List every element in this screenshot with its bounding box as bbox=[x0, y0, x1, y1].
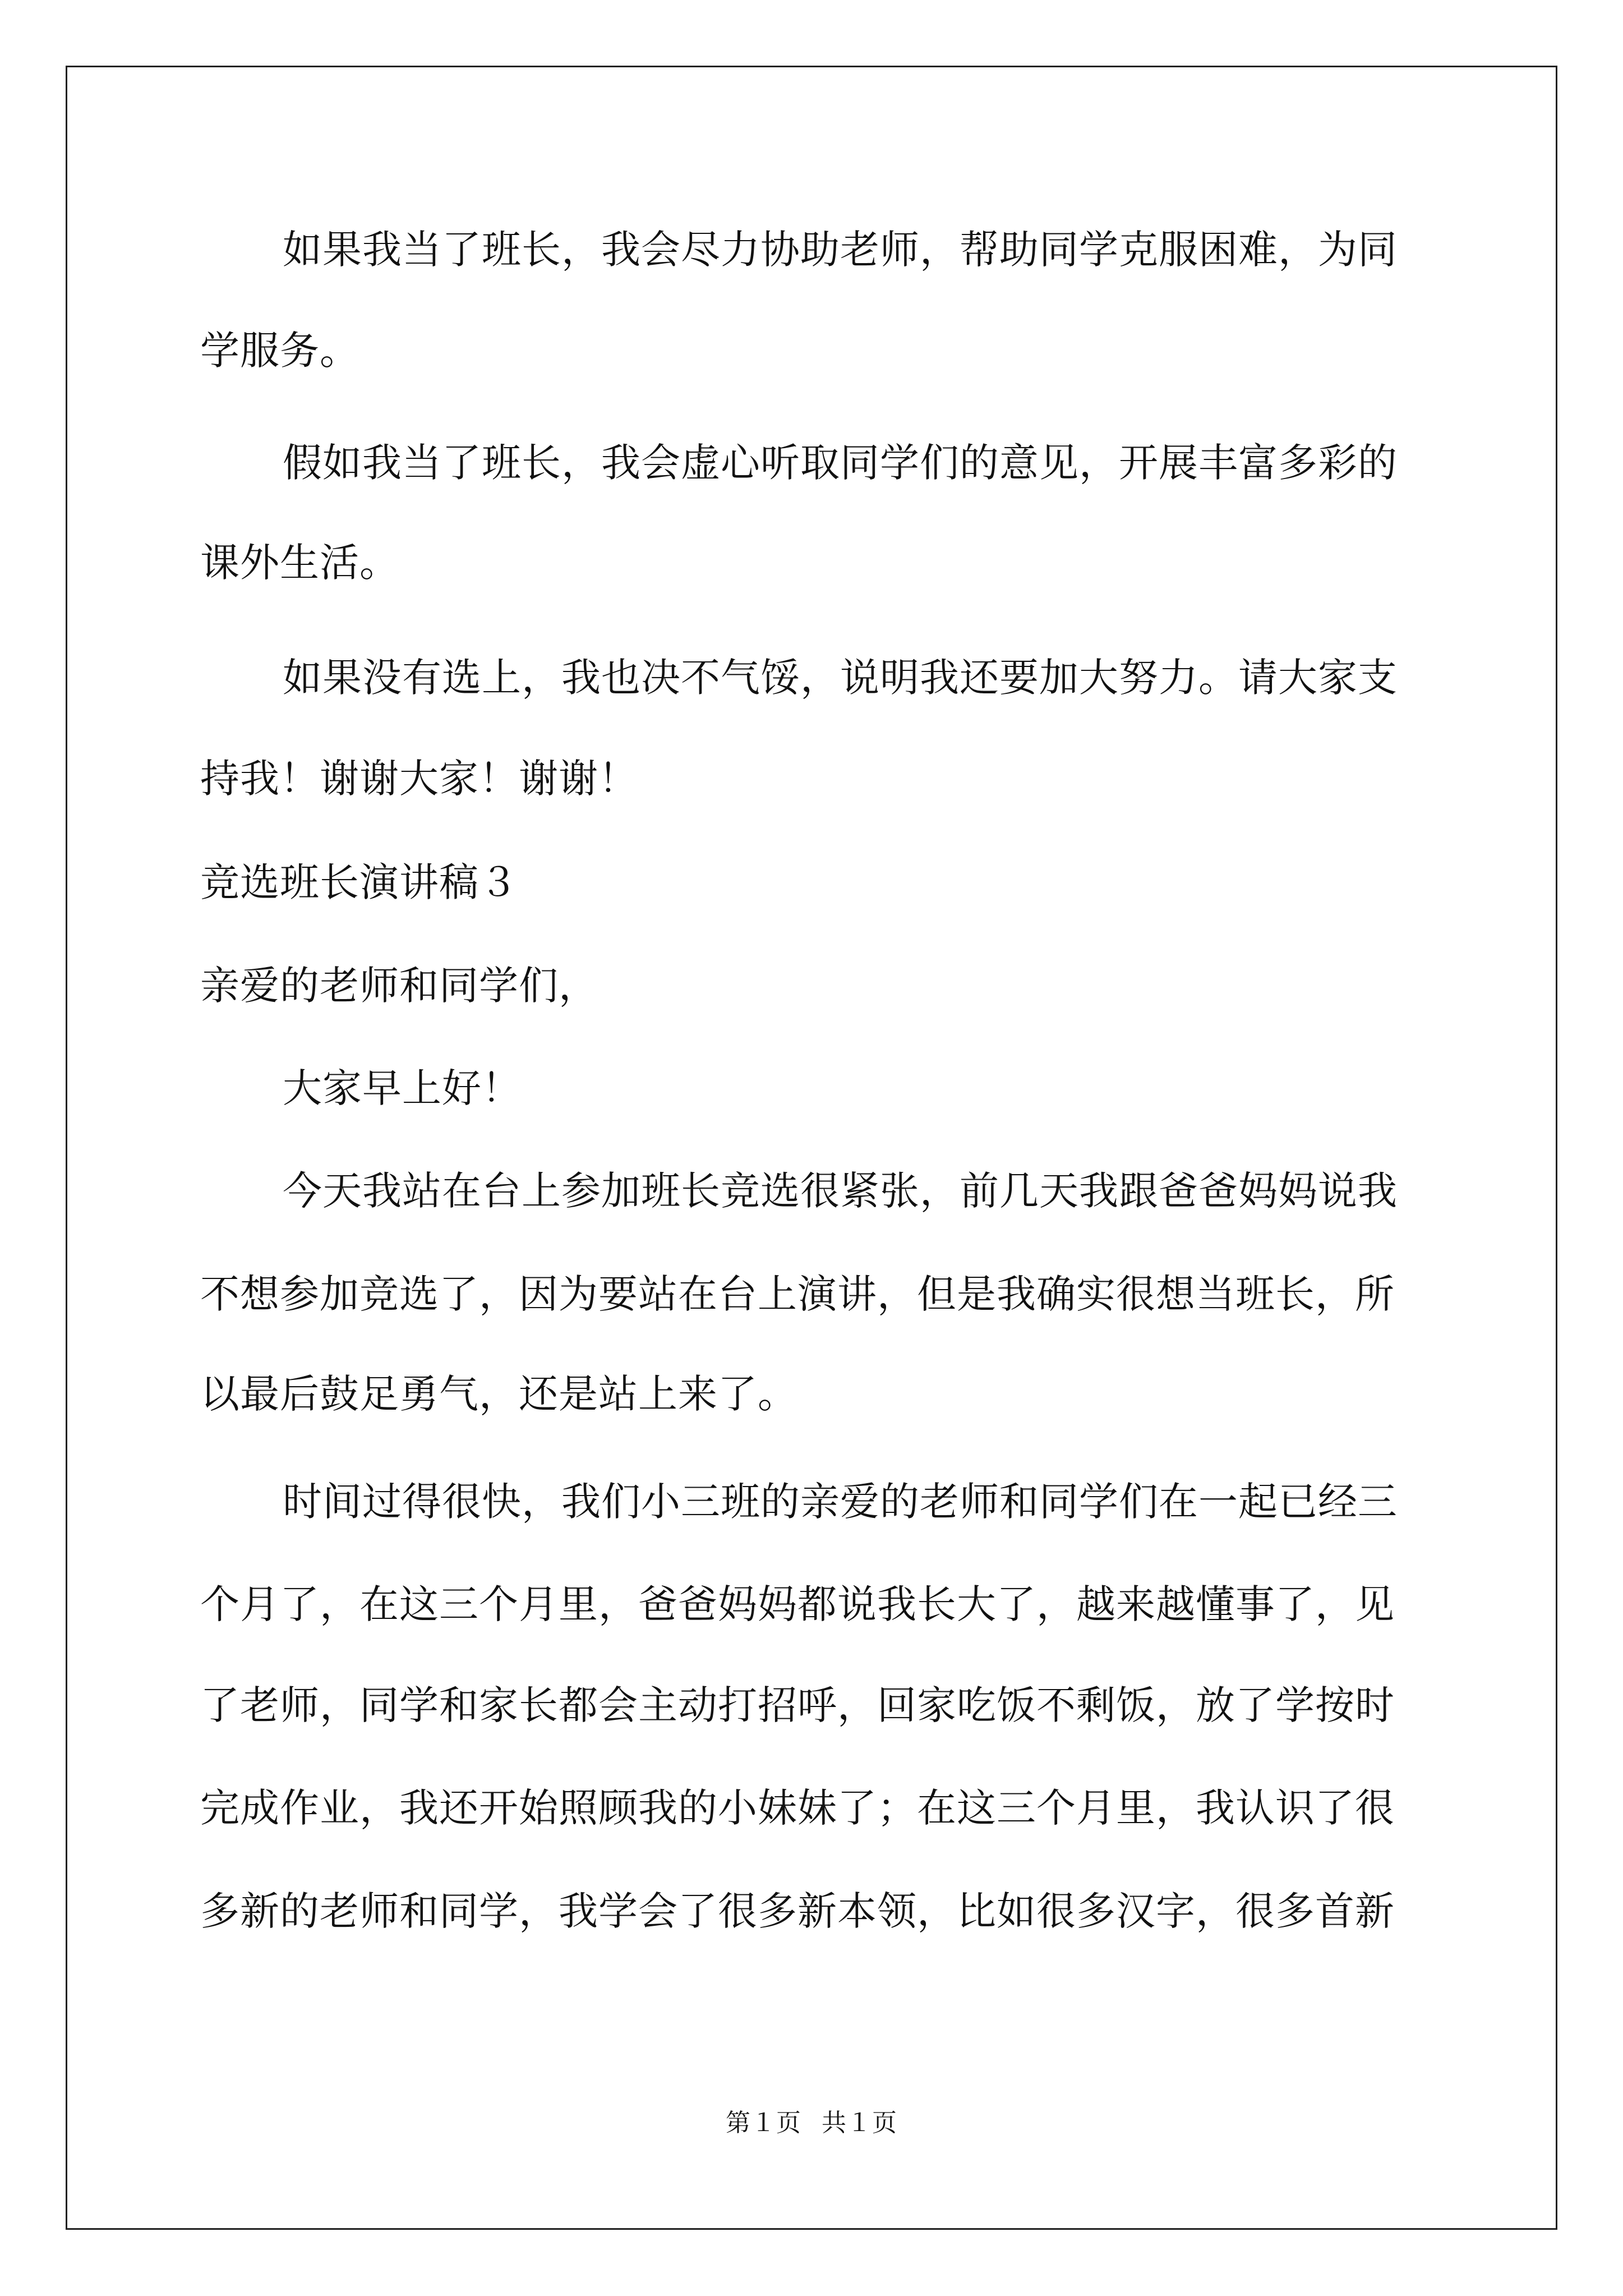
paragraph-line: 完成作业，我还开始照顾我的小妹妹了；在这三个月里，我认识了很 bbox=[200, 1785, 1395, 1831]
section-title: 竞选班长演讲稿３ bbox=[200, 859, 519, 905]
salutation-line: 亲爱的老师和同学们， bbox=[200, 963, 598, 1009]
paragraph-line: 不想参加竞选了，因为要站在台上演讲，但是我确实很想当班长，所 bbox=[200, 1271, 1395, 1317]
paragraph-line: 时间过得很快，我们小三班的亲爱的老师和同学们在一起已经三 bbox=[283, 1479, 1398, 1525]
paragraph-line: 个月了，在这三个月里，爸爸妈妈都说我长大了，越来越懂事了，见 bbox=[200, 1581, 1395, 1627]
paragraph-line: 学服务。 bbox=[200, 328, 359, 374]
paragraph-line: 如果没有选上，我也决不气馁，说明我还要加大努力。请大家支 bbox=[283, 655, 1398, 701]
page-footer bbox=[0, 2106, 1623, 2140]
paragraph-line: 今天我站在台上参加班长竞选很紧张，前几天我跟爸爸妈妈说我 bbox=[283, 1168, 1398, 1214]
paragraph-line: 了老师，同学和家长都会主动打招呼，回家吃饭不剩饭，放了学按时 bbox=[200, 1682, 1395, 1728]
paragraph-line: 如果我当了班长，我会尽力协助老师，帮助同学克服困难，为同 bbox=[283, 227, 1398, 273]
page-number-current: 第１页 bbox=[726, 2109, 801, 2137]
paragraph-line: 假如我当了班长，我会虚心听取同学们的意见，开展丰富多彩的 bbox=[283, 440, 1398, 486]
paragraph-line: 多新的老师和同学，我学会了很多新本领，比如很多汉字，很多首新 bbox=[200, 1888, 1395, 1934]
paragraph-line: 持我！谢谢大家！谢谢！ bbox=[200, 756, 638, 802]
paragraph-line: 大家早上好！ bbox=[283, 1065, 522, 1111]
paragraph-line: 以最后鼓足勇气，还是站上来了。 bbox=[200, 1371, 797, 1417]
page-number-total: 共１页 bbox=[822, 2109, 897, 2137]
paragraph-line: 课外生活。 bbox=[200, 540, 399, 586]
